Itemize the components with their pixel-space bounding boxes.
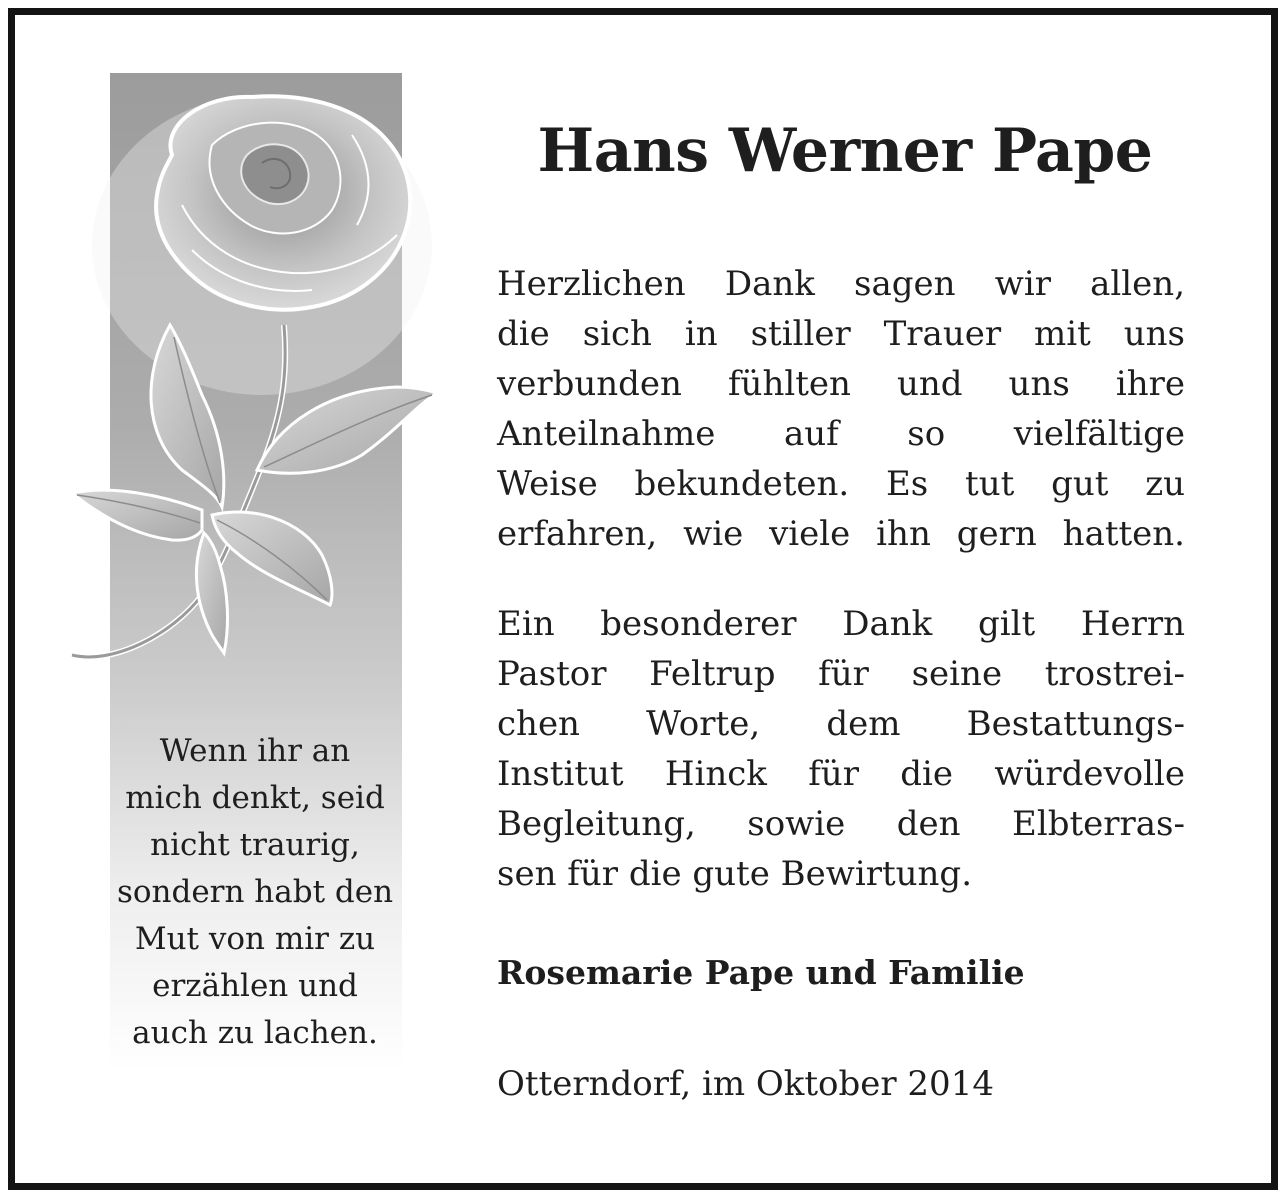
paragraph-line: sen für die gute Bewirtung. [497,854,973,894]
paragraph-line: chen Worte, dem Bestattungs- [497,704,1185,744]
poem-line: sondern habt den [116,874,394,910]
paragraph-line: erfahren, wie viele ihn gern hatten. [497,514,1185,554]
poem-line: mich denkt, seid [125,780,385,816]
poem-line: Wenn ihr an [159,733,351,769]
poem [105,728,405,1057]
paragraph-line: Institut Hinck für die würdevolle [497,754,1185,794]
paragraph-line: Begleitung, sowie den Elbterras- [497,804,1185,844]
poem-line: nicht traurig, [150,827,360,863]
poem-line: Mut von mir zu [134,921,376,957]
paragraph-line: Pastor Feltrup für seine trostrei- [497,654,1185,694]
place-date: Otterndorf, im Oktober 2014 [497,1064,994,1104]
paragraph-line: verbunden fühlten und uns ihre [497,364,1185,404]
paragraph-line: Ein besonderer Dank gilt Herrn [497,604,1185,644]
paragraph-line: die sich in stiller Trauer mit uns [497,314,1185,354]
deceased-name: Hans Werner Pape [537,116,1153,186]
paragraph-line: Anteilnahme auf so vielfältige [497,414,1185,454]
special-thanks-paragraph [497,599,1185,899]
paragraph-line: Herzlichen Dank sagen wir allen, [497,264,1185,304]
poem-line: auch zu lachen. [132,1015,378,1051]
poem-line: erzählen und [152,968,358,1004]
signature: Rosemarie Pape und Familie [497,953,1025,992]
thanks-paragraph [497,259,1185,559]
paragraph-line: Weise bekundeten. Es tut gut zu [497,464,1185,504]
rose-icon [52,75,452,695]
